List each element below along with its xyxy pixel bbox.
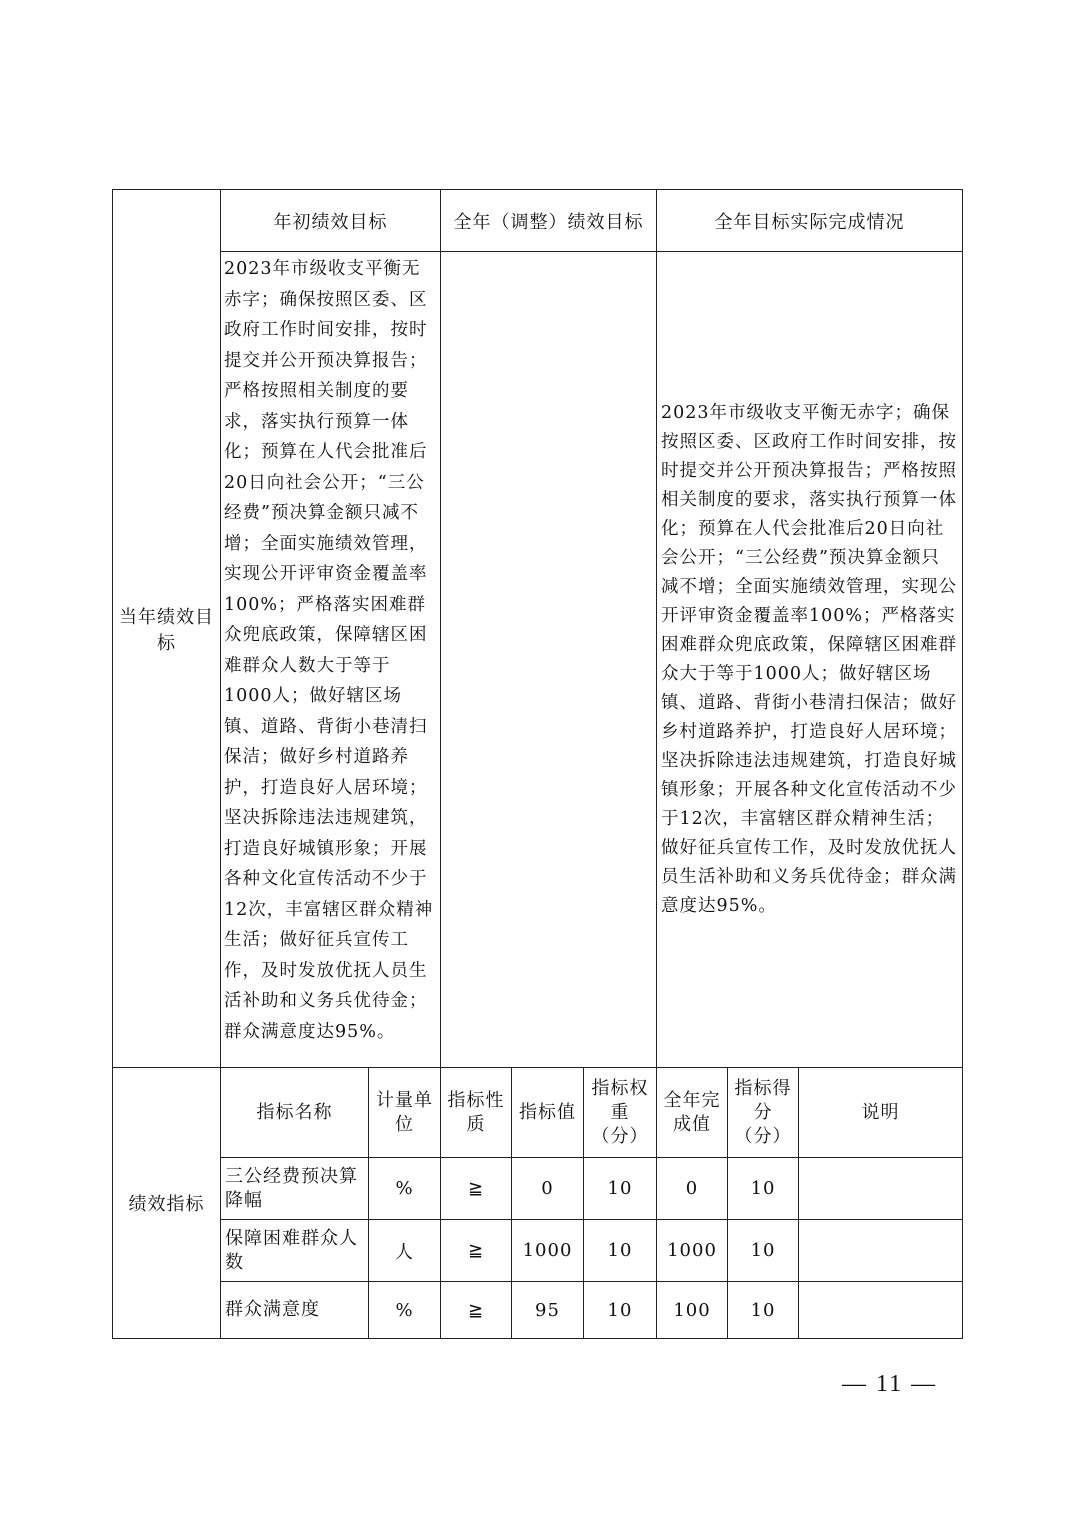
indicator-name: 群众满意度	[221, 1282, 369, 1339]
table-row	[113, 1158, 963, 1220]
indicator-score: 10	[728, 1158, 799, 1220]
indicator-value: 0	[512, 1158, 584, 1220]
indicator-weight: 10	[584, 1282, 657, 1339]
indicator-unit: %	[369, 1158, 441, 1220]
indicator-name: 保障困难群众人数	[221, 1220, 369, 1282]
indicator-weight: 10	[584, 1158, 657, 1220]
header-actual-completion: 全年目标实际完成情况	[657, 190, 963, 252]
indicator-section-label: 绩效指标	[113, 1068, 221, 1339]
table-row	[113, 1220, 963, 1282]
indicator-unit: 人	[369, 1220, 441, 1282]
indicator-nature: ≧	[441, 1282, 512, 1339]
indicator-header-row	[113, 1068, 963, 1158]
table-row	[113, 1282, 963, 1339]
indicator-unit: %	[369, 1282, 441, 1339]
indicator-note	[799, 1158, 963, 1220]
indicator-completed: 0	[657, 1158, 728, 1220]
indicator-weight: 10	[584, 1220, 657, 1282]
col-header-nature: 指标性质	[441, 1068, 512, 1158]
page-number: — 11 —	[842, 1371, 938, 1397]
col-header-weight: 指标权重（分）	[584, 1068, 657, 1158]
performance-table	[112, 189, 963, 1339]
adjusted-goal-text	[441, 252, 657, 1068]
indicator-score: 10	[728, 1282, 799, 1339]
col-header-name: 指标名称	[221, 1068, 369, 1158]
indicator-completed: 1000	[657, 1220, 728, 1282]
header-adjusted-goal: 全年（调整）绩效目标	[441, 190, 657, 252]
indicator-note	[799, 1282, 963, 1339]
goal-section-label: 当年绩效目标	[113, 190, 221, 1068]
goal-header-row	[113, 190, 963, 252]
actual-completion-text: 2023年市级收支平衡无赤字；确保按照区委、区政府工作时间安排，按时提交并公开预决算报告；严格按照相关制度的要求，落实执行预算一体化；预算在人代会批准后20日向社会公开；“三公经费”预决算金额只减不增；全面实施绩效管理，实现公开评审资金覆盖率100%；严格落实困难群众兜底政策，保障辖区困难群众大于等于1000人；做好辖区场镇、道路、背街小巷清扫保洁；做好乡村道路养护，打造良好人居环境；坚决拆除违法违规建筑，打造良好城镇形象；开展各种文化宣传活动不少于12次，丰富辖区群众精神生活；做好征兵宣传工作，及时发放优抚人员生活补助和义务兵优待金；群众满意度达95%。	[657, 252, 963, 1068]
indicator-name: 三公经费预决算降幅	[221, 1158, 369, 1220]
col-header-note: 说明	[799, 1068, 963, 1158]
indicator-score: 10	[728, 1220, 799, 1282]
goal-content-row	[113, 252, 963, 1068]
indicator-completed: 100	[657, 1282, 728, 1339]
col-header-unit: 计量单位	[369, 1068, 441, 1158]
col-header-value: 指标值	[512, 1068, 584, 1158]
indicator-nature: ≧	[441, 1158, 512, 1220]
indicator-note	[799, 1220, 963, 1282]
initial-goal-text: 2023年市级收支平衡无赤字；确保按照区委、区政府工作时间安排，按时提交并公开预决算报告；严格按照相关制度的要求，落实执行预算一体化；预算在人代会批准后20日向社会公开；“三公经费”预决算金额只减不增；全面实施绩效管理，实现公开评审资金覆盖率100%；严格落实困难群众兜底政策，保障辖区困难群众人数大于等于1000人；做好辖区场镇、道路、背街小巷清扫保洁；做好乡村道路养护，打造良好人居环境；坚决拆除违法违规建筑，打造良好城镇形象；开展各种文化宣传活动不少于12次，丰富辖区群众精神生活；做好征兵宣传工作，及时发放优抚人员生活补助和义务兵优待金；群众满意度达95%。	[221, 252, 441, 1068]
indicator-value: 95	[512, 1282, 584, 1339]
col-header-completed: 全年完成值	[657, 1068, 728, 1158]
header-initial-goal: 年初绩效目标	[221, 190, 441, 252]
col-header-score: 指标得分（分）	[728, 1068, 799, 1158]
indicator-value: 1000	[512, 1220, 584, 1282]
indicator-nature: ≧	[441, 1220, 512, 1282]
